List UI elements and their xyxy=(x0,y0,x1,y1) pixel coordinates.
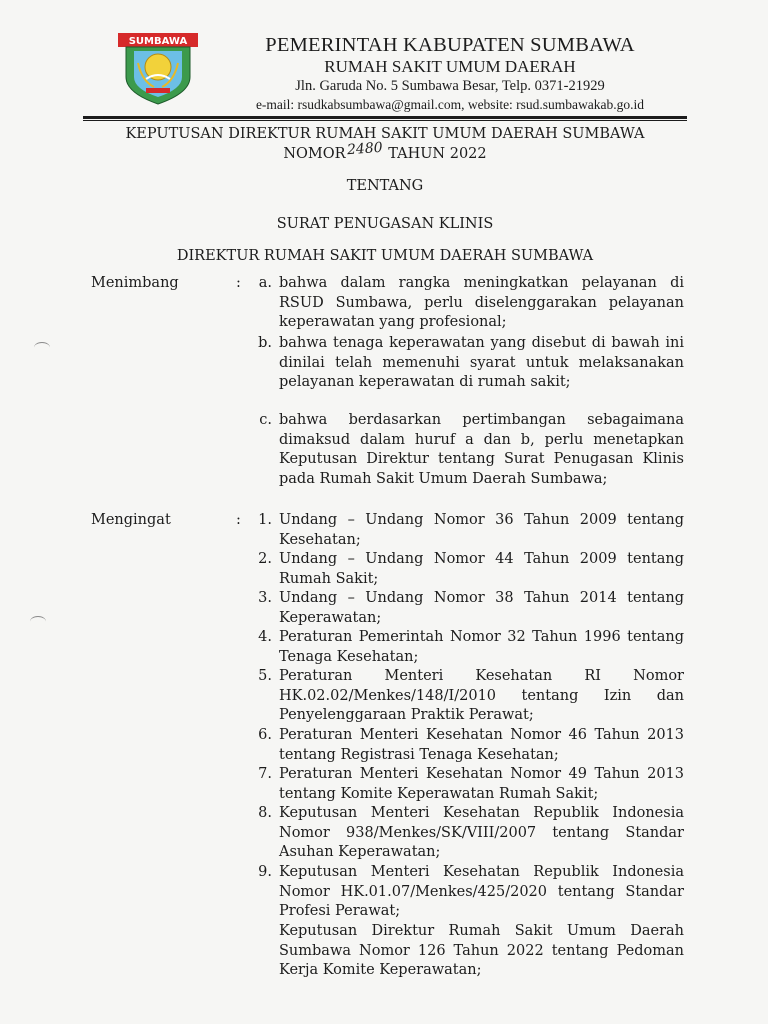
list-item-marker: 8. xyxy=(258,805,272,821)
contact-line: e-mail: rsudkabsumbawa@gmail.com, website: rsud.sumbawakab.go.id xyxy=(255,97,645,112)
list-item-marker: 1. xyxy=(258,512,272,528)
tentang-heading: TENTANG xyxy=(346,178,424,194)
mengingat-item: Peraturan Pemerintah Nomor 32 Tahun 1996 tentang Tenaga Kesehatan; xyxy=(279,629,684,665)
list-item-marker: 6. xyxy=(258,727,272,743)
list-item-marker: a. xyxy=(258,275,272,291)
menimbang-label: Menimbang xyxy=(91,275,179,291)
mengingat-item: Undang – Undang Nomor 38 Tahun 2014 tentang Keperawatan; xyxy=(279,590,684,626)
decree-title: KEPUTUSAN DIREKTUR RUMAH SAKIT UMUM DAERAH SUMBAWA xyxy=(125,126,645,142)
list-item-marker: 2. xyxy=(258,551,272,567)
list-item-marker: b. xyxy=(258,335,272,351)
mengingat-item: Keputusan Direktur Rumah Sakit Umum Daerah Sumbawa Nomor 126 Tahun 2022 tentang Pedoman Kerja Komite Keperawatan; xyxy=(279,923,684,978)
mengingat-item: Keputusan Menteri Kesehatan Republik Indonesia Nomor HK.01.07/Menkes/425/2020 tentang Standar Profesi Perawat; xyxy=(279,864,684,919)
list-item-marker: 4. xyxy=(258,629,272,645)
list-item-marker: 9. xyxy=(258,864,272,880)
menimbang-item: bahwa tenaga keperawatan yang disebut di bawah ini dinilai telah memenuhi syarat untuk melaksanakan pelayanan keperawatan di rumah sakit; xyxy=(279,335,684,390)
mengingat-item: Peraturan Menteri Kesehatan RI Nomor HK.02.02/Menkes/148/I/2010 tentang Izin dan Penyelenggaraan Praktik Perawat; xyxy=(279,668,684,723)
mengingat-item: Undang – Undang Nomor 44 Tahun 2009 tentang Rumah Sakit; xyxy=(279,551,684,587)
decree-number xyxy=(83,139,687,164)
list-item-marker: 5. xyxy=(258,668,272,684)
letterhead-divider-thin xyxy=(83,120,687,121)
handwritten-number: 2480 xyxy=(346,139,383,159)
mengingat-label: Mengingat xyxy=(91,512,171,528)
nomor-year: TAHUN 2022 xyxy=(388,146,487,162)
menimbang-item: bahwa dalam rangka meningkatkan pelayanan di RSUD Sumbawa, perlu diselenggarakan pelayanan keperawatan yang profesional; xyxy=(279,275,684,330)
hospital-name: RUMAH SAKIT UMUM DAERAH xyxy=(324,57,576,76)
address-line: Jln. Garuda No. 5 Sumbawa Besar, Telp. 0371-21929 xyxy=(295,78,605,94)
punch-hole-mark xyxy=(34,342,50,353)
svg-text:SUMBAWA: SUMBAWA xyxy=(128,36,188,47)
mengingat-item: Undang – Undang Nomor 36 Tahun 2009 tentang Kesehatan; xyxy=(279,512,684,548)
nomor-prefix: NOMOR xyxy=(283,146,346,162)
menimbang-colon: : xyxy=(236,275,241,291)
mengingat-colon: : xyxy=(236,512,241,528)
decree-subject: SURAT PENUGASAN KLINIS xyxy=(276,216,494,232)
letterhead xyxy=(210,34,690,114)
sumbawa-regency-emblem xyxy=(116,33,200,105)
list-item-marker: 3. xyxy=(258,590,272,606)
list-item-marker: 7. xyxy=(258,766,272,782)
mengingat-item: Peraturan Menteri Kesehatan Nomor 49 Tahun 2013 tentang Komite Keperawatan Rumah Sakit; xyxy=(279,766,684,802)
punch-hole-mark xyxy=(30,616,46,627)
mengingat-item: Keputusan Menteri Kesehatan Republik Indonesia Nomor 938/Menkes/SK/VIII/2007 tentang Standar Asuhan Keperawatan; xyxy=(279,805,684,860)
list-item-marker: c. xyxy=(259,412,272,428)
issuer-heading: DIREKTUR RUMAH SAKIT UMUM DAERAH SUMBAWA xyxy=(176,248,594,264)
letterhead-divider-thick xyxy=(83,116,687,119)
government-name: PEMERINTAH KABUPATEN SUMBAWA xyxy=(265,34,635,56)
mengingat-item: Peraturan Menteri Kesehatan Nomor 46 Tahun 2013 tentang Registrasi Tenaga Kesehatan; xyxy=(279,727,684,763)
menimbang-item: bahwa berdasarkan pertimbangan sebagaimana dimaksud dalam huruf a dan b, perlu menetapkan Keputusan Direktur tentang Surat Penugasan Klinis pada Rumah Sakit Umum Daerah Sumbawa; xyxy=(279,412,684,487)
